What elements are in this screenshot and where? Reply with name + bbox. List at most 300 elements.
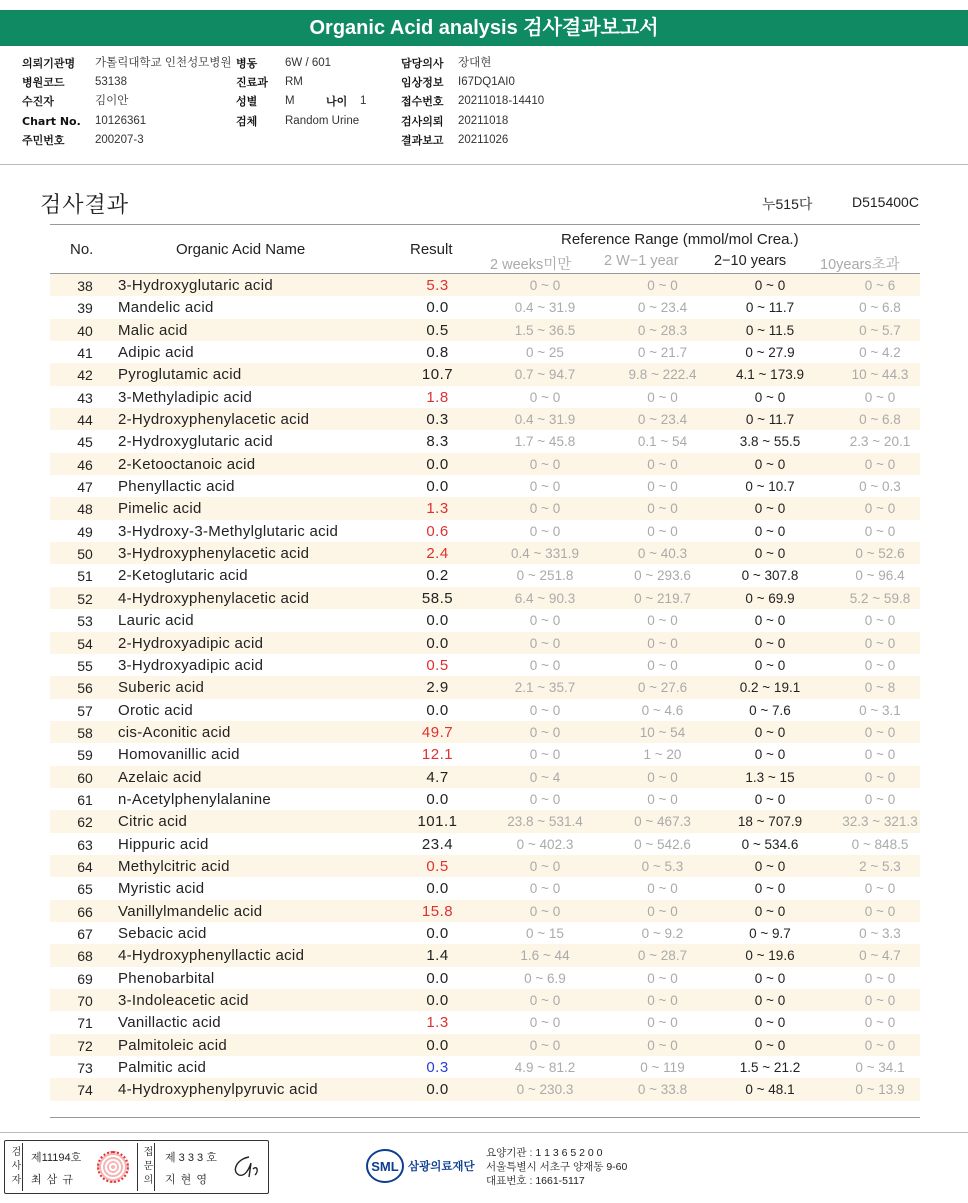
sex-value: M bbox=[285, 95, 295, 107]
acid-name: 3-Hydroxy-3-Methylglutaric acid bbox=[118, 522, 339, 540]
range-2-10y: 0 ~ 0 bbox=[754, 1037, 786, 1053]
range-under-2-weeks: 0.7 ~ 94.7 bbox=[514, 367, 576, 383]
hospital-code-label: 병원코드 bbox=[22, 76, 65, 89]
result-value: 0.0 bbox=[426, 924, 449, 942]
range-over-10y: 0 ~ 848.5 bbox=[851, 836, 909, 852]
range-2-10y: 0 ~ 11.7 bbox=[745, 412, 795, 428]
acid-name: Palmitoleic acid bbox=[118, 1036, 228, 1054]
result-value: 10.7 bbox=[421, 366, 454, 384]
clinical-value: I67DQ1AI0 bbox=[458, 76, 515, 88]
header-range-4: 10years초과 bbox=[820, 257, 900, 273]
range-over-10y: 0 ~ 52.6 bbox=[855, 546, 905, 562]
acid-name: Palmitic acid bbox=[118, 1059, 207, 1077]
sml-logo-icon bbox=[365, 1146, 405, 1186]
institution-value: 가톨릭대학교 인천성모병원 bbox=[95, 57, 232, 69]
acid-name: Pyroglutamic acid bbox=[118, 366, 242, 384]
acid-name: Pimelic acid bbox=[118, 500, 202, 518]
range-2w-1y: 10 ~ 54 bbox=[639, 724, 686, 740]
range-over-10y: 0 ~ 0 bbox=[864, 747, 896, 763]
range-2-10y: 0 ~ 0 bbox=[754, 791, 786, 807]
table-row bbox=[50, 587, 920, 609]
range-2-10y: 0 ~ 0 bbox=[754, 523, 786, 539]
row-no: 47 bbox=[77, 479, 93, 496]
range-over-10y: 0 ~ 0 bbox=[864, 970, 896, 986]
sign-col2-label: 접문의 bbox=[137, 1143, 155, 1191]
table-row bbox=[50, 699, 920, 721]
acid-name: 4-Hydroxyphenyllactic acid bbox=[118, 947, 305, 965]
acid-name: 3-Hydroxyphenylacetic acid bbox=[118, 545, 310, 563]
acid-name: Mandelic acid bbox=[118, 299, 214, 317]
org-name: 삼광의료재단 bbox=[408, 1159, 475, 1173]
table-row bbox=[50, 788, 920, 810]
range-2w-1y: 0 ~ 28.3 bbox=[637, 322, 688, 338]
table-row bbox=[50, 520, 920, 542]
range-2w-1y: 0 ~ 0 bbox=[647, 479, 678, 495]
table-row bbox=[50, 1034, 920, 1056]
range-2w-1y: 0 ~ 4.6 bbox=[641, 702, 684, 718]
row-no: 65 bbox=[77, 881, 93, 898]
range-2-10y: 0 ~ 10.7 bbox=[745, 479, 795, 495]
header-result: Result bbox=[410, 241, 453, 258]
acid-name: Adipic acid bbox=[118, 344, 194, 362]
range-2-10y: 0 ~ 19.6 bbox=[745, 948, 795, 964]
range-over-10y: 0 ~ 13.9 bbox=[855, 1082, 905, 1098]
row-no: 39 bbox=[77, 300, 93, 317]
acid-name: Citric acid bbox=[118, 813, 188, 831]
result-value: 0.0 bbox=[426, 634, 449, 652]
range-under-2-weeks: 4.9 ~ 81.2 bbox=[514, 1060, 576, 1076]
dept-label: 진료과 bbox=[236, 76, 268, 89]
result-value: 0.0 bbox=[426, 455, 449, 473]
id-value: 200207-3 bbox=[95, 134, 144, 146]
range-2-10y: 0.2 ~ 19.1 bbox=[739, 680, 801, 696]
result-value: 0.0 bbox=[426, 299, 449, 317]
result-value: 0.0 bbox=[426, 969, 449, 987]
acid-name: 2-Ketoglutaric acid bbox=[118, 567, 248, 585]
row-no: 48 bbox=[77, 501, 93, 518]
result-value: 0.0 bbox=[426, 880, 449, 898]
table-row bbox=[50, 274, 920, 296]
seal-stamp bbox=[97, 1151, 129, 1183]
range-2w-1y: 0 ~ 119 bbox=[640, 1060, 685, 1076]
table-row bbox=[50, 453, 920, 475]
range-2w-1y: 0 ~ 21.7 bbox=[637, 345, 688, 361]
range-2-10y: 0 ~ 0 bbox=[754, 657, 786, 673]
result-value: 101.1 bbox=[417, 813, 458, 831]
table-row bbox=[50, 408, 920, 430]
table-row bbox=[50, 430, 920, 452]
table-row bbox=[50, 810, 920, 832]
result-value: 15.8 bbox=[421, 902, 454, 920]
table-row bbox=[50, 721, 920, 743]
acid-name: Malic acid bbox=[118, 321, 188, 339]
range-2w-1y: 0 ~ 0 bbox=[647, 1037, 678, 1053]
result-value: 23.4 bbox=[421, 835, 454, 853]
row-no: 46 bbox=[77, 456, 93, 473]
range-2-10y: 1.3 ~ 15 bbox=[745, 769, 795, 785]
table-row bbox=[50, 296, 920, 318]
range-under-2-weeks: 0 ~ 25 bbox=[526, 345, 564, 361]
range-under-2-weeks: 0 ~ 15 bbox=[526, 925, 564, 941]
clinical-label: 임상정보 bbox=[401, 76, 444, 89]
range-over-10y: 0 ~ 0 bbox=[864, 523, 896, 539]
row-no: 55 bbox=[77, 657, 93, 674]
header-reference-range: Reference Range (mmol/mol Crea.) bbox=[561, 231, 799, 248]
row-no: 68 bbox=[77, 948, 93, 965]
result-value: 1.3 bbox=[426, 1014, 449, 1032]
acid-name: Phenyllactic acid bbox=[118, 478, 235, 496]
range-2-10y: 0 ~ 0 bbox=[754, 903, 786, 919]
range-over-10y: 32.3 ~ 321.3 bbox=[842, 814, 918, 830]
range-2-10y: 0 ~ 0 bbox=[754, 993, 786, 1008]
range-2-10y: 0 ~ 0 bbox=[754, 858, 786, 874]
report-label: 결과보고 bbox=[401, 134, 444, 147]
chart-value: 10126361 bbox=[95, 115, 147, 127]
row-no: 50 bbox=[77, 546, 93, 563]
age-value: 1 bbox=[360, 95, 367, 107]
range-2w-1y: 0 ~ 0 bbox=[647, 389, 678, 405]
range-2-10y: 0 ~ 48.1 bbox=[745, 1082, 795, 1098]
row-no: 43 bbox=[77, 389, 93, 406]
result-value: 4.7 bbox=[426, 768, 449, 786]
report-title: Organic Acid analysis 검사결과보고서 bbox=[0, 10, 968, 46]
header-name: Organic Acid Name bbox=[176, 241, 306, 258]
org-code: 요양기관 : 1 1 3 6 5 2 0 0 bbox=[486, 1147, 603, 1159]
range-over-10y: 0 ~ 0 bbox=[864, 657, 896, 673]
range-over-10y: 0 ~ 0 bbox=[864, 1037, 896, 1053]
range-under-2-weeks: 0 ~ 0 bbox=[529, 501, 561, 517]
range-under-2-weeks: 0 ~ 0 bbox=[529, 724, 561, 740]
acid-name: Sebacic acid bbox=[118, 924, 207, 942]
range-under-2-weeks: 1.6 ~ 44 bbox=[520, 948, 570, 964]
range-2-10y: 0 ~ 0 bbox=[754, 724, 786, 740]
report-code-2: D515400C bbox=[852, 194, 919, 210]
row-no: 62 bbox=[77, 814, 93, 831]
table-row bbox=[50, 989, 920, 1011]
row-no: 71 bbox=[77, 1015, 93, 1032]
range-over-10y: 5.2 ~ 59.8 bbox=[849, 590, 911, 606]
range-under-2-weeks: 0 ~ 6.9 bbox=[524, 970, 566, 986]
doctor-value: 장대현 bbox=[458, 57, 492, 69]
row-no: 63 bbox=[77, 836, 93, 853]
result-value: 0.5 bbox=[426, 321, 449, 339]
range-2-10y: 0 ~ 0 bbox=[754, 501, 786, 517]
range-over-10y: 0 ~ 5.7 bbox=[859, 322, 901, 338]
header-range-3: 2−10 years bbox=[714, 253, 787, 269]
acid-name: Vanillylmandelic acid bbox=[118, 902, 263, 920]
range-2-10y: 0 ~ 11.7 bbox=[745, 300, 795, 316]
table-header bbox=[50, 224, 920, 274]
result-value: 0.3 bbox=[426, 1059, 449, 1077]
acid-name: 4-Hydroxyphenylacetic acid bbox=[118, 589, 310, 607]
range-2w-1y: 0 ~ 0 bbox=[647, 278, 678, 293]
result-value: 5.3 bbox=[426, 277, 449, 294]
row-no: 69 bbox=[77, 970, 93, 987]
result-value: 0.0 bbox=[426, 612, 449, 630]
range-2w-1y: 9.8 ~ 222.4 bbox=[628, 367, 697, 383]
svg-text:SML: SML bbox=[371, 1159, 399, 1174]
range-under-2-weeks: 0 ~ 230.3 bbox=[516, 1082, 574, 1098]
row-no: 61 bbox=[77, 791, 93, 808]
row-no: 64 bbox=[77, 858, 93, 875]
range-over-10y: 0 ~ 0 bbox=[864, 724, 896, 740]
range-under-2-weeks: 0 ~ 0 bbox=[529, 635, 561, 651]
range-over-10y: 0 ~ 8 bbox=[864, 680, 896, 696]
range-under-2-weeks: 0.4 ~ 31.9 bbox=[514, 300, 576, 316]
row-no: 70 bbox=[77, 993, 93, 1009]
range-over-10y: 0 ~ 0 bbox=[864, 791, 896, 807]
acid-name: 4-Hydroxyphenylpyruvic acid bbox=[118, 1081, 318, 1099]
acid-name: 3-Indoleacetic acid bbox=[118, 992, 249, 1009]
row-no: 51 bbox=[77, 568, 93, 585]
range-over-10y: 0 ~ 0 bbox=[864, 389, 896, 405]
signature-mark bbox=[227, 1151, 263, 1181]
divider bbox=[0, 164, 968, 165]
range-2-10y: 0 ~ 534.6 bbox=[741, 836, 799, 852]
table-row bbox=[50, 1011, 920, 1033]
request-value: 20211018 bbox=[458, 115, 509, 127]
age-label: 나이 bbox=[326, 95, 348, 108]
range-2w-1y: 0 ~ 0 bbox=[647, 881, 678, 897]
sign-col1-label: 검사자 bbox=[5, 1143, 23, 1191]
range-under-2-weeks: 0 ~ 0 bbox=[529, 657, 561, 673]
result-value: 0.5 bbox=[426, 656, 449, 674]
range-under-2-weeks: 0 ~ 0 bbox=[529, 278, 561, 293]
acid-name: Vanillactic acid bbox=[118, 1014, 221, 1032]
acid-name: Phenobarbital bbox=[118, 969, 215, 987]
table-row bbox=[50, 967, 920, 989]
range-under-2-weeks: 0 ~ 0 bbox=[529, 479, 561, 495]
range-2w-1y: 0 ~ 23.4 bbox=[637, 300, 688, 316]
table-bottom-rule bbox=[50, 1117, 920, 1118]
range-under-2-weeks: 0 ~ 0 bbox=[529, 456, 561, 472]
range-under-2-weeks: 0 ~ 4 bbox=[529, 769, 561, 785]
range-2w-1y: 0 ~ 27.6 bbox=[637, 680, 688, 696]
table-row bbox=[50, 1078, 920, 1100]
patient-info bbox=[0, 54, 968, 164]
range-under-2-weeks: 0.4 ~ 31.9 bbox=[514, 412, 576, 428]
range-2w-1y: 0 ~ 0 bbox=[647, 635, 678, 651]
report-code-1: 누515다 bbox=[762, 196, 813, 212]
result-value: 0.0 bbox=[426, 1081, 449, 1099]
sign1-id: 제11194호 bbox=[31, 1152, 82, 1164]
range-over-10y: 0 ~ 96.4 bbox=[855, 568, 905, 584]
range-2-10y: 0 ~ 11.5 bbox=[745, 322, 795, 338]
table-row bbox=[50, 632, 920, 654]
range-2w-1y: 0 ~ 28.7 bbox=[637, 948, 688, 964]
result-section-title: 검사결과 bbox=[40, 193, 130, 218]
range-over-10y: 10 ~ 44.3 bbox=[851, 367, 909, 383]
range-2-10y: 0 ~ 0 bbox=[754, 881, 786, 897]
range-under-2-weeks: 1.7 ~ 45.8 bbox=[514, 434, 576, 450]
table-row bbox=[50, 319, 920, 341]
range-over-10y: 0 ~ 0 bbox=[864, 993, 896, 1008]
range-2w-1y: 0 ~ 9.2 bbox=[641, 925, 684, 941]
range-over-10y: 0 ~ 0 bbox=[864, 613, 896, 629]
ward-value: 6W / 601 bbox=[285, 57, 332, 69]
range-2w-1y: 0 ~ 467.3 bbox=[634, 814, 691, 830]
results-table bbox=[50, 224, 920, 1101]
table-row bbox=[50, 922, 920, 944]
row-no: 60 bbox=[77, 769, 93, 786]
range-2-10y: 0 ~ 0 bbox=[754, 635, 786, 651]
range-under-2-weeks: 0 ~ 402.3 bbox=[516, 836, 574, 852]
range-2-10y: 0 ~ 0 bbox=[754, 389, 786, 405]
range-over-10y: 0 ~ 4.7 bbox=[859, 948, 901, 964]
range-2w-1y: 0 ~ 23.4 bbox=[637, 412, 688, 428]
row-no: 49 bbox=[77, 523, 93, 540]
row-no: 56 bbox=[77, 680, 93, 697]
result-value: 0.0 bbox=[426, 992, 449, 1009]
table-row bbox=[50, 900, 920, 922]
acid-name: 3-Hydroxyglutaric acid bbox=[118, 277, 273, 294]
acid-name: Homovanillic acid bbox=[118, 746, 240, 764]
table-row bbox=[50, 564, 920, 586]
range-under-2-weeks: 1.5 ~ 36.5 bbox=[514, 322, 576, 338]
acid-name: Lauric acid bbox=[118, 612, 194, 630]
row-no: 42 bbox=[77, 367, 93, 384]
receipt-label: 접수번호 bbox=[401, 95, 444, 108]
range-over-10y: 0 ~ 6.8 bbox=[859, 412, 901, 428]
range-2w-1y: 0 ~ 542.6 bbox=[634, 836, 691, 852]
acid-name: 2-Ketooctanoic acid bbox=[118, 455, 256, 473]
acid-name: 3-Methyladipic acid bbox=[118, 388, 253, 406]
row-no: 45 bbox=[77, 434, 93, 451]
result-value: 1.8 bbox=[426, 388, 449, 406]
range-over-10y: 0 ~ 0 bbox=[864, 903, 896, 919]
table-body bbox=[50, 274, 920, 1101]
result-value: 1.4 bbox=[426, 947, 449, 965]
range-2w-1y: 0 ~ 5.3 bbox=[641, 858, 684, 874]
row-no: 73 bbox=[77, 1060, 93, 1077]
range-2w-1y: 0 ~ 0 bbox=[647, 456, 678, 472]
acid-name: 3-Hydroxyadipic acid bbox=[118, 656, 264, 674]
range-under-2-weeks: 0 ~ 0 bbox=[529, 881, 561, 897]
range-over-10y: 0 ~ 6.8 bbox=[859, 300, 901, 316]
result-value: 0.0 bbox=[426, 701, 449, 719]
range-2w-1y: 0.1 ~ 54 bbox=[637, 434, 688, 450]
table-row bbox=[50, 654, 920, 676]
table-row bbox=[50, 743, 920, 765]
range-2-10y: 0 ~ 0 bbox=[754, 1015, 786, 1031]
acid-name: Azelaic acid bbox=[118, 768, 202, 786]
request-label: 검사의뢰 bbox=[401, 115, 444, 128]
header-range-1: 2 weeks미만 bbox=[490, 257, 572, 273]
row-no: 44 bbox=[77, 412, 93, 429]
row-no: 67 bbox=[77, 925, 93, 942]
range-2-10y: 0 ~ 0 bbox=[754, 970, 786, 986]
report-value: 20211026 bbox=[458, 134, 509, 146]
range-2w-1y: 0 ~ 0 bbox=[647, 523, 678, 539]
range-2-10y: 0 ~ 0 bbox=[754, 278, 786, 293]
range-under-2-weeks: 0 ~ 0 bbox=[529, 903, 561, 919]
acid-name: Orotic acid bbox=[118, 701, 193, 719]
range-2-10y: 3.8 ~ 55.5 bbox=[739, 434, 801, 450]
range-2w-1y: 0 ~ 293.6 bbox=[634, 568, 691, 584]
org-address bbox=[486, 1146, 627, 1188]
range-2w-1y: 0 ~ 0 bbox=[647, 970, 678, 986]
row-no: 38 bbox=[77, 278, 93, 294]
range-2w-1y: 0 ~ 0 bbox=[647, 501, 678, 517]
sign1-name: 최 삼 규 bbox=[31, 1174, 74, 1186]
range-under-2-weeks: 2.1 ~ 35.7 bbox=[514, 680, 576, 696]
range-over-10y: 0 ~ 0 bbox=[864, 769, 896, 785]
row-no: 52 bbox=[77, 590, 93, 607]
acid-name: 2-Hydroxyglutaric acid bbox=[118, 433, 273, 451]
range-over-10y: 0 ~ 0 bbox=[864, 501, 896, 517]
result-value: 0.8 bbox=[426, 344, 449, 362]
result-value: 0.0 bbox=[426, 790, 449, 808]
org-street: 서울특별시 서초구 양재동 9-60 bbox=[486, 1161, 628, 1173]
result-value: 2.9 bbox=[426, 679, 449, 697]
range-2w-1y: 0 ~ 219.7 bbox=[634, 590, 691, 606]
range-under-2-weeks: 0 ~ 0 bbox=[529, 1037, 561, 1053]
table-row bbox=[50, 475, 920, 497]
range-2-10y: 0 ~ 0 bbox=[754, 546, 786, 562]
range-2w-1y: 1 ~ 20 bbox=[643, 747, 682, 763]
acid-name: 2-Hydroxyphenylacetic acid bbox=[118, 411, 310, 429]
result-value: 8.3 bbox=[426, 433, 449, 451]
row-no: 57 bbox=[77, 702, 93, 719]
range-2-10y: 0 ~ 0 bbox=[754, 613, 786, 629]
range-2w-1y: 0 ~ 0 bbox=[647, 791, 678, 807]
result-value: 49.7 bbox=[421, 723, 454, 741]
row-no: 40 bbox=[77, 322, 93, 339]
range-2w-1y: 0 ~ 0 bbox=[647, 903, 678, 919]
sign2-id: 제 3 3 3 호 bbox=[165, 1152, 217, 1164]
result-value: 1.3 bbox=[426, 500, 449, 518]
table-row bbox=[50, 833, 920, 855]
range-under-2-weeks: 0 ~ 0 bbox=[529, 613, 561, 629]
acid-name: Hippuric acid bbox=[118, 835, 209, 853]
range-over-10y: 0 ~ 0.3 bbox=[859, 479, 901, 495]
range-over-10y: 0 ~ 4.2 bbox=[859, 345, 901, 361]
range-under-2-weeks: 0 ~ 0 bbox=[529, 389, 561, 405]
id-label: 주민번호 bbox=[22, 134, 65, 147]
result-value: 0.2 bbox=[426, 567, 449, 585]
range-2w-1y: 0 ~ 0 bbox=[647, 613, 678, 629]
range-2-10y: 0 ~ 7.6 bbox=[749, 702, 791, 718]
specimen-label: 검체 bbox=[236, 115, 258, 128]
range-under-2-weeks: 0 ~ 251.8 bbox=[516, 568, 574, 584]
table-row bbox=[50, 1056, 920, 1078]
acid-name: Methylcitric acid bbox=[118, 857, 230, 875]
range-under-2-weeks: 6.4 ~ 90.3 bbox=[514, 590, 576, 606]
signature-box bbox=[4, 1140, 269, 1194]
acid-name: 2-Hydroxyadipic acid bbox=[118, 634, 264, 652]
header-no: No. bbox=[70, 241, 94, 258]
range-over-10y: 0 ~ 3.3 bbox=[859, 925, 901, 941]
range-2w-1y: 0 ~ 0 bbox=[647, 1015, 678, 1031]
chart-label: Chart No. bbox=[22, 115, 81, 128]
range-2w-1y: 0 ~ 33.8 bbox=[637, 1082, 688, 1098]
table-row bbox=[50, 944, 920, 966]
result-value: 0.3 bbox=[426, 411, 449, 429]
range-over-10y: 0 ~ 0 bbox=[864, 635, 896, 651]
table-row bbox=[50, 766, 920, 788]
specimen-value: Random Urine bbox=[285, 115, 360, 127]
row-no: 41 bbox=[77, 345, 93, 362]
header-range-2: 2 W−1 year bbox=[604, 253, 679, 269]
ward-label: 병동 bbox=[236, 57, 258, 70]
range-2w-1y: 0 ~ 0 bbox=[647, 769, 678, 785]
range-2-10y: 1.5 ~ 21.2 bbox=[739, 1060, 801, 1076]
result-value: 0.5 bbox=[426, 857, 449, 875]
range-under-2-weeks: 0 ~ 0 bbox=[529, 1015, 561, 1031]
range-over-10y: 0 ~ 3.1 bbox=[859, 702, 901, 718]
range-over-10y: 0 ~ 0 bbox=[864, 1015, 896, 1031]
result-value: 2.4 bbox=[426, 545, 449, 563]
